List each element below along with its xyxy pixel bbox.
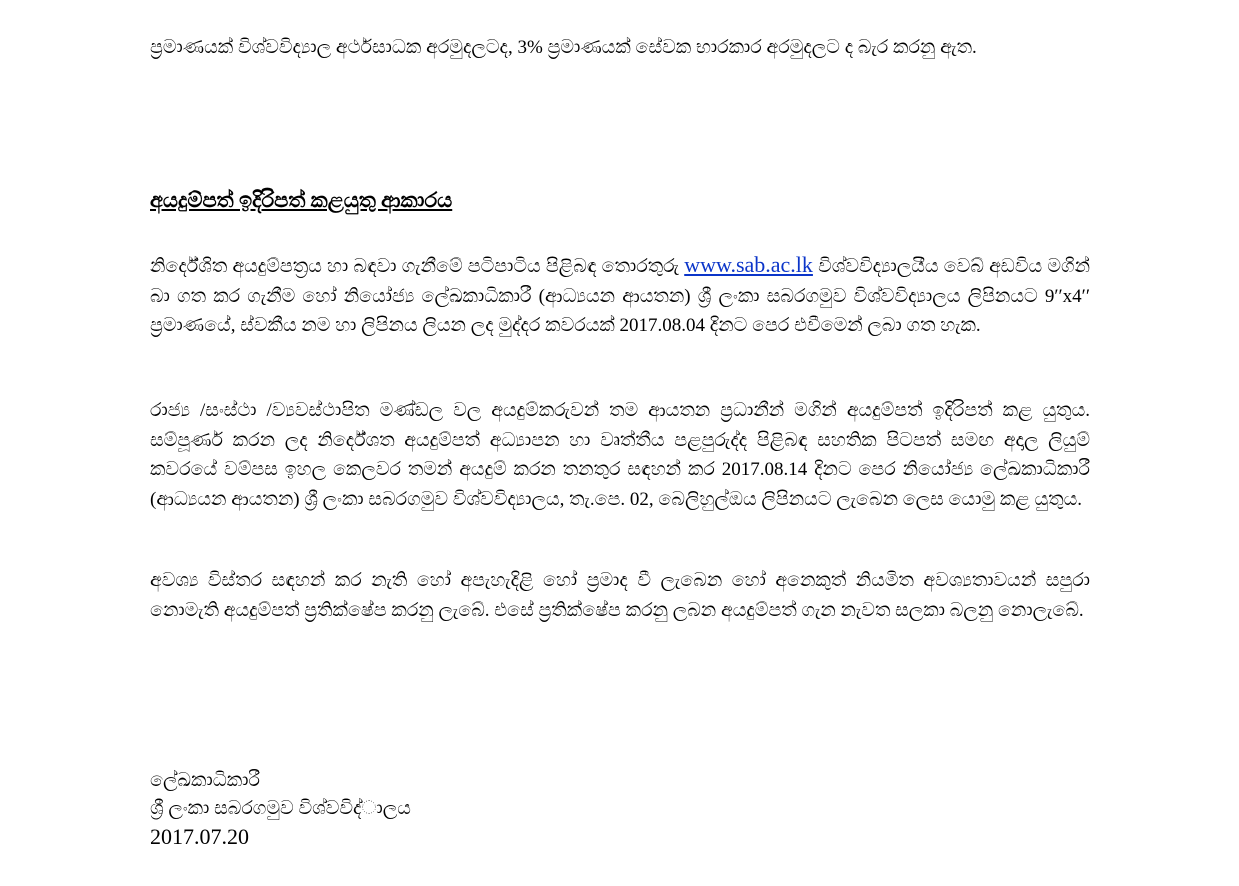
application-info-text-end: විශ්වවිද්‍යාලයීය වෙබ් අඩවිය මගින් බා ගත කර ගැනීම හෝ නියෝජ්‍ය ලේඛකාධිකාරී (ආධ්‍යයන ආයතන) ශ්‍රී ලංකා සබරගමුව විශ්වවිද්‍යාලය ලිපිනයට 9′′x4′′ ප්‍රමාණයේ, ස්වකීය නම හා ලිපිනය ලියන ලද මුද්දර කවරයක් 2017.08.04 දිනට පෙර එවීමෙන් ලබා ගත හැක. xyxy=(150,256,1091,336)
university-website-link[interactable]: www.sab.ac.lk xyxy=(684,252,813,277)
intro-paragraph: ප්‍රමාණයක් විශ්වවිද්‍යාල අර්ථසාධක අරමුදලටද, 3% ප්‍රමාණයක් සේවක භාරකාර අරමුදලට ද බැර කරනු ඇත. xyxy=(150,37,977,58)
application-info-text-start: නිර්දේශිත අයදුම්පත්‍රය හා බඳවා ගැනීමේ පටිපාටිය පිළිබඳ තොරතුරු xyxy=(150,256,685,277)
application-info-paragraph xyxy=(150,250,1090,341)
signature-date: 2017.07.20 xyxy=(150,824,249,849)
signature-title: ලේඛකාධිකාරී xyxy=(150,770,260,791)
section-heading: අයදුම්පත් ඉදිරිපත් කළයුතු ආකාරය xyxy=(150,188,453,212)
signature-organization: ශ්‍රී ලංකා සබරගමුව විශ්වවිද්‍ාලය xyxy=(150,798,411,819)
rejection-notice-paragraph: අවශ්‍ය විස්තර සඳහන් කර නැති හෝ අපැහැදිළි හෝ ප්‍රමාද වී ලැබෙන හෝ අනෙකුත් නියමිත අවශ්‍යතාවයන් සපුරා නොමැති අයදුම්පත් ප්‍රතික්ෂේප කරනු ලැබේ. එසේ ප්‍රතික්ෂේප කරනු ලබන අයදුම්පත් ගැන නැවත සලකා බලනු නොලැබේ. xyxy=(150,570,1090,621)
submission-instructions-paragraph: රාජ්‍ය /සංස්ථා /ව්‍යවස්ථාපිත මණ්ඩල වල අයදුම්කරුවන් තම ආයතන ප්‍රධානීන් මගින් අයදුම්පත් ඉදිරිපත් කළ යුතුය. සම්පූර්ණ කරන ලද නිර්දේශත අයදුම්පත් අධ්‍යාපන හා වෘත්තීය පළපුරුද්ද පිළිබඳ සහතික පිටපත් සමඟ අදාල ලියුම් කවරයේ වම්පස ඉහල කෙලවර තමන් අයදුම් කරන තනතුර සඳහන් කර 2017.08.14 දිනට පෙර නියෝජ්‍ය ලේඛකාධිකාරී (ආධ්‍යයන ආයතන) ශ්‍රී ලංකා සබරගමුව විශ්වවිද්‍යාලය, තැ.පෙ. 02, බෙලිහුල්ඔය ලිපිනයට ලැබෙන ලෙස යොමු කළ යුතුය. xyxy=(150,400,1090,510)
